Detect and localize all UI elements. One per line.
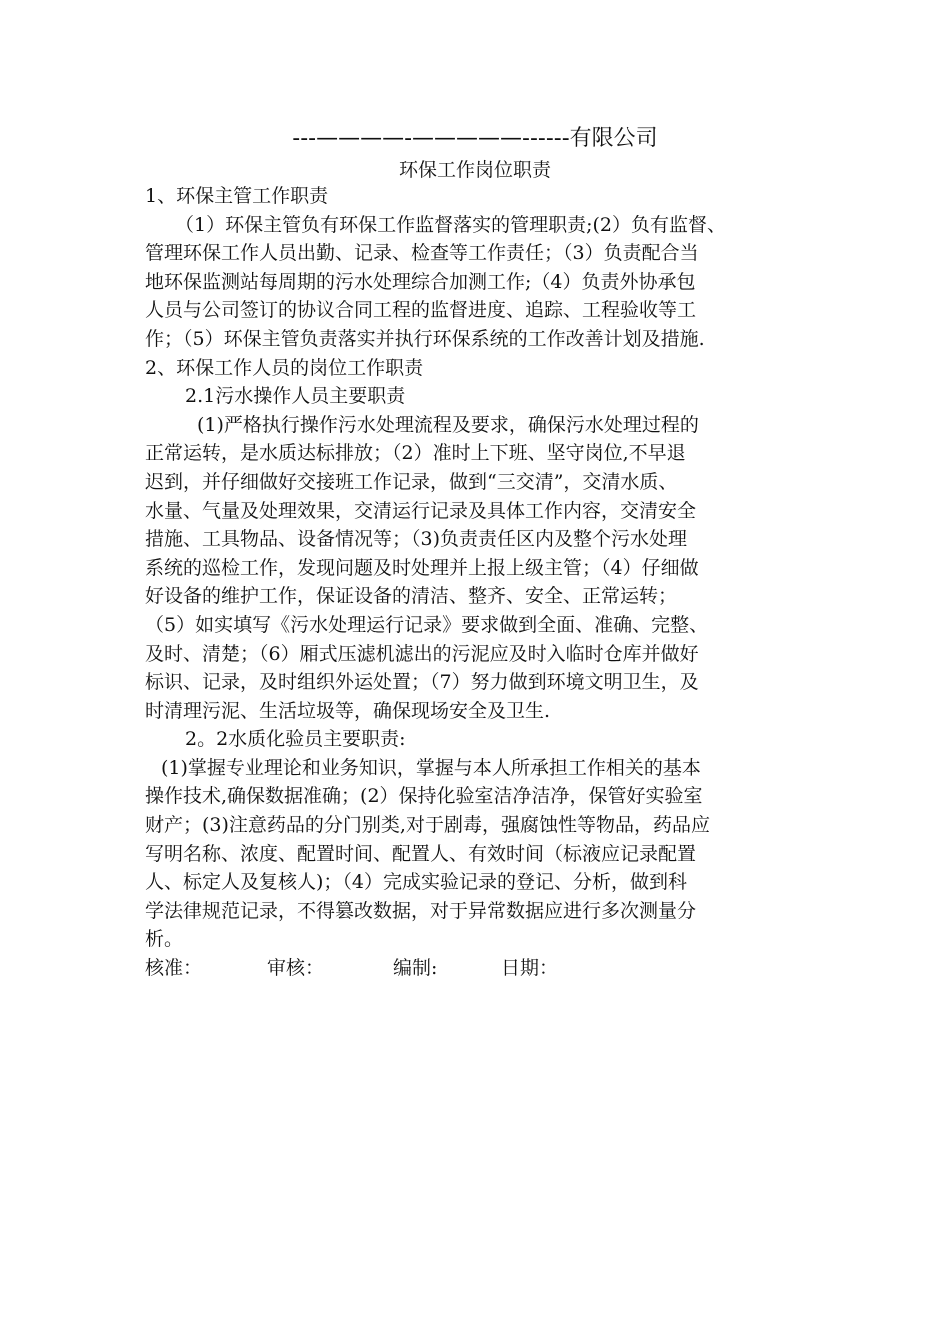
paragraph-line: 及时、清楚；（6）厢式压滤机滤出的污泥应及时入临时仓库并做好 xyxy=(145,642,699,665)
section-heading-2: 2、环保工作人员的岗位工作职责 xyxy=(145,356,424,379)
paragraph-line: 时清理污泥、生活垃圾等，确保现场安全及卫生. xyxy=(145,699,551,722)
paragraph-line: 措施、工具物品、设备情况等；（3)负责责任区内及整个污水处理 xyxy=(145,528,688,551)
section-heading-1: 1、环保主管工作职责 xyxy=(145,185,329,207)
signature-row xyxy=(145,954,813,983)
paragraph-line: 人员与公司签订的协议合同工程的监督进度、追踪、工程验收等工 xyxy=(145,299,697,322)
subsection-heading-2-1: 2.1污水操作人员主要职责 xyxy=(185,385,406,408)
document-title: 环保工作岗位职责 xyxy=(398,159,551,181)
paragraph-line: （1）环保主管负有环保工作监督落实的管理职责;(2）负有监督、 xyxy=(175,213,726,236)
paragraph-line: 系统的巡检工作，发现问题及时处理并上报上级主管；（4）仔细做 xyxy=(145,556,699,579)
paragraph-line: 好设备的维护工作，保证设备的清洁、整齐、安全、正常运转； xyxy=(145,585,678,608)
paragraph-line: 地环保监测站每周期的污水处理综合加测工作;（4）负责外协承包 xyxy=(145,270,696,293)
paragraph-line: 析。 xyxy=(145,928,184,951)
paragraph-line: 写明名称、浓度、配置时间、配置人、有效时间（标液应记录配置 xyxy=(145,842,697,865)
prepare-label: 编制: xyxy=(393,957,438,980)
subsection-heading-2-2: 2。2水质化验员主要职责: xyxy=(185,728,406,751)
paragraph-line: (1)掌握专业理论和业务知识，掌握与本人所承担工作相关的基本 xyxy=(161,756,701,779)
approve-label: 核准： xyxy=(145,957,203,980)
paragraph-line: 水量、气量及处理效果，交清运行记录及具体工作内容，交清安全 xyxy=(145,499,697,522)
paragraph-line: 学法律规范记录，不得篡改数据，对于异常数据应进行多次测量分 xyxy=(145,899,697,922)
paragraph-line: 作；（5）环保主管负责落实并执行环保系统的工作改善计划及措施. xyxy=(145,327,705,350)
paragraph-line: 管理环保工作人员出勤、记录、检查等工作责任；（3）负责配合当 xyxy=(145,242,699,265)
paragraph-line: 操作技术,确保数据准确；(2）保持化验室洁净洁净，保管好实验室 xyxy=(145,785,703,808)
paragraph-line: 财产；(3)注意药品的分门别类,对于剧毒，强腐蚀性等物品，药品应 xyxy=(145,814,710,837)
paragraph-line: （5）如实填写《污水处理运行记录》要求做到全面、准确、完整、 xyxy=(145,613,709,636)
paragraph-line: 迟到，并仔细做好交接班工作记录，做到“三交清”，交清水质、 xyxy=(145,470,678,493)
review-label: 审核： xyxy=(267,957,325,980)
document-body xyxy=(145,182,813,983)
paragraph-line: (1)严格执行操作污水处理流程及要求，确保污水处理过程的 xyxy=(197,413,699,436)
paragraph-line: 标识、记录，及时组织外运处置；（7）努力做到环境文明卫生，及 xyxy=(145,671,699,694)
company-name: ---————-—————------有限公司 xyxy=(292,126,658,151)
date-label: 日期： xyxy=(501,957,559,980)
paragraph-line: 正常运转，是水质达标排放；（2）准时上下班、坚守岗位,不早退 xyxy=(145,442,686,465)
paragraph-line: 人、标定人及复核人)；（4）完成实验记录的登记、分析，做到科 xyxy=(145,871,688,894)
